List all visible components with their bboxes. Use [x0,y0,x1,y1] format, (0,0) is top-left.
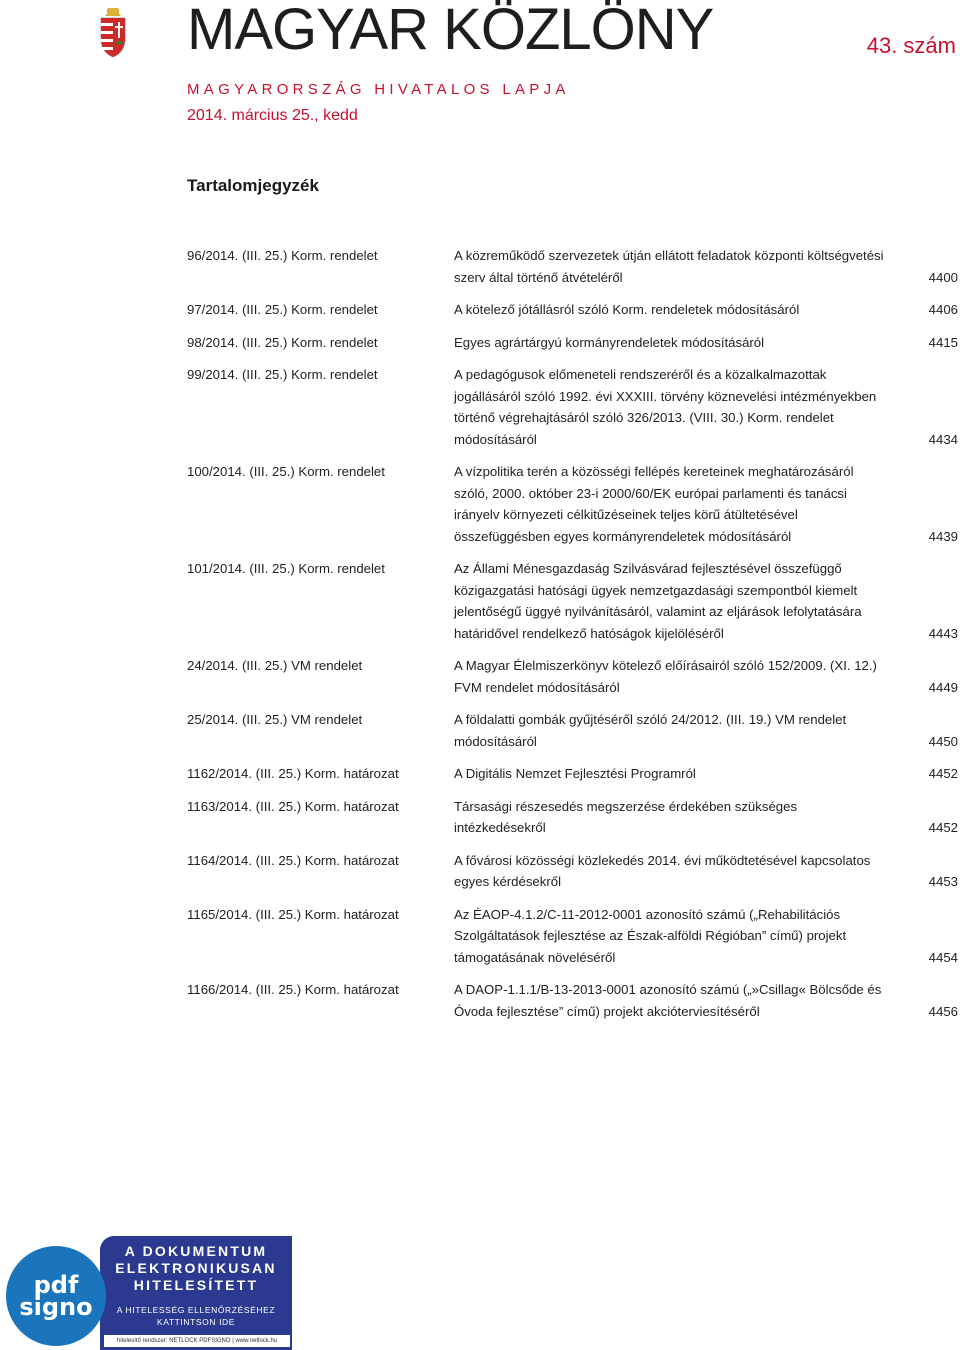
toc-entry-page: 4452 [928,766,958,781]
toc-list [187,245,958,1033]
badge-line3: HITELESÍTETT [133,1277,259,1293]
toc-entry-desc: Az Állami Ménesgazdaság Szilvásvárad fejlesztésével összefüggő közigazgatási hatósági ügyek nemzetgazdasági szempontból kiemelt jelentőségű üggyé nyilvánításáról, valamint az eljárások lefolytatására határidővel rendelkező hatóságok kijelöléséről [454,561,862,641]
toc-entry[interactable] [187,979,958,1022]
toc-entry-page: 4443 [928,625,958,641]
toc-entry-page: 4450 [928,733,958,749]
toc-entry-desc: Az ÉAOP-4.1.2/C-11-2012-0001 azonosító számú („Rehabilitációs Szolgáltatások fejlesztése az Észak-alföldi Régióban” című) projekt támogatásának növeléséről [454,906,847,965]
toc-entry[interactable] [187,904,958,969]
toc-entry-ref: 1164/2014. (III. 25.) Korm. határozat [187,852,399,868]
toc-entry[interactable] [187,299,958,321]
coat-of-arms-icon [97,4,129,58]
issue-date: 2014. március 25., kedd [187,107,358,124]
toc-entry[interactable] [187,850,958,893]
toc-entry-page: 4456 [928,1003,958,1019]
toc-entry-desc: Társasági részesedés megszerzése érdekében szükséges intézkedésekről [454,798,798,835]
badge-footer: hitelesítő rendszer: NETLOCK PDFSIGNO | www.netlock.hu [104,1335,290,1347]
pdfsigno-logo-text: pdf signo [19,1271,93,1321]
toc-entry-page: 4454 [928,949,958,965]
toc-entry-ref: 100/2014. (III. 25.) Korm. rendelet [187,464,385,479]
toc-entry[interactable] [187,763,958,785]
toc-entry[interactable] [187,709,958,752]
toc-entry[interactable] [187,796,958,839]
toc-entry-desc: A fővárosi közösségi közlekedés 2014. évi működtetésével kapcsolatos egyes kérdésekről [454,852,871,889]
toc-entry-desc: A Digitális Nemzet Fejlesztési Programról [454,766,696,781]
toc-entry-ref: 99/2014. (III. 25.) Korm. rendelet [187,367,378,382]
toc-title: Tartalomjegyzék [187,176,319,195]
toc-entry-ref: 98/2014. (III. 25.) Korm. rendelet [187,334,378,350]
toc-entry-page: 4452 [928,820,958,835]
toc-entry[interactable] [187,332,958,354]
toc-entry-ref: 101/2014. (III. 25.) Korm. rendelet [187,561,385,576]
toc-entry-ref: 1162/2014. (III. 25.) Korm. határozat [187,766,399,781]
toc-entry-desc: A DAOP-1.1.1/B-13-2013-0001 azonosító számú („»Csillag« Bölcsőde és Óvoda fejlesztése” című) projekt akcióterviesítéséről [454,982,882,1019]
toc-entry-desc: A közreműködő szervezetek útján ellátott feladatok központi költségvetési szerv által történő átvételéről [454,248,884,285]
toc-entry-desc: A kötelező jótállásról szóló Korm. rendeletek módosításáról [454,302,800,317]
badge-link[interactable]: KATTINTSON IDE [156,1317,236,1327]
toc-entry-page: 4439 [928,528,958,544]
toc-entry-ref: 1163/2014. (III. 25.) Korm. határozat [187,798,399,814]
badge-line4: A HITELESSÉG ELLENŐRZÉSÉHEZ [116,1305,276,1315]
toc-entry[interactable] [187,461,958,547]
toc-entry-ref: 1165/2014. (III. 25.) Korm. határozat [187,906,399,922]
toc-entry-page: 4415 [928,334,958,350]
toc-entry-desc: A Magyar Élelmiszerkönyv kötelező előírásairól szóló 152/2009. (XI. 12.) FVM rendelet módosításáról [454,658,877,695]
masthead-subtitle: MAGYARORSZÁG HIVATALOS LAPJA [187,81,570,98]
badge-line1: A DOKUMENTUM [124,1243,268,1259]
toc-entry-ref: 96/2014. (III. 25.) Korm. rendelet [187,248,378,263]
toc-entry-ref: 97/2014. (III. 25.) Korm. rendelet [187,302,378,317]
issue-number: 43. szám [866,33,956,58]
toc-entry-desc: A vízpolitika terén a közösségi fellépés kereteinek meghatározásáról szóló, 2000. október 23-i 2000/60/EK európai parlamenti és tanácsi irányelv környezeti célkitűzéseinek teljes körű átültetésével összefüggésben egyes kormányrendeletek módosításáról [454,464,854,544]
toc-entry-ref: 25/2014. (III. 25.) VM rendelet [187,712,363,727]
toc-entry-desc: Egyes agrártárgyú kormányrendeletek módosításáról [454,334,765,350]
toc-entry-desc: A pedagógusok előmeneteli rendszeréről és a közalkalmazottak jogállásáról szóló 1992. évi XXXIII. törvény köznevelési intézményekben történő végrehajtásáról szóló 326/2013. (VIII. 30.) Korm. rendelet módosításáról [454,367,877,447]
toc-entry[interactable] [187,655,958,698]
masthead-title: MAGYAR KÖZLÖNY [187,0,714,62]
toc-entry-page: 4449 [928,679,958,695]
toc-entry-ref: 1166/2014. (III. 25.) Korm. határozat [187,982,399,997]
signature-badge[interactable] [0,1216,292,1350]
toc-entry-page: 4406 [928,302,958,317]
toc-entry-page: 4434 [928,431,958,447]
badge-line2: ELEKTRONIKUSAN [115,1260,277,1276]
toc-entry-page: 4453 [928,874,958,889]
toc-entry[interactable] [187,364,958,450]
toc-entry[interactable] [187,245,958,288]
toc-entry-page: 4400 [928,269,958,285]
toc-entry-desc: A földalatti gombák gyűjtéséről szóló 24/2012. (III. 19.) VM rendelet módosításáról [454,712,847,749]
toc-entry[interactable] [187,558,958,644]
toc-entry-ref: 24/2014. (III. 25.) VM rendelet [187,658,363,673]
